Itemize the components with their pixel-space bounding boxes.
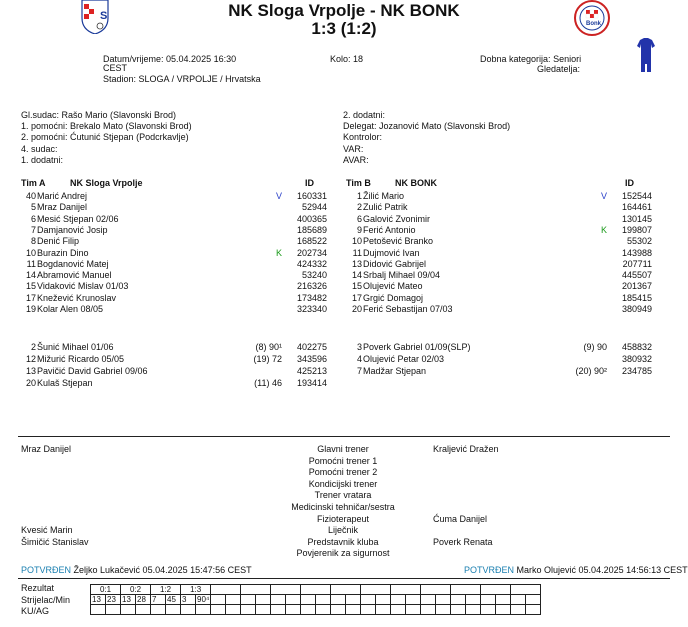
stadium-line xyxy=(103,74,261,84)
result-grid-row xyxy=(91,585,541,595)
player-name: Grgić Domagoj xyxy=(363,292,424,303)
staff-role: Glavni trener xyxy=(317,444,369,454)
ku-ag-cell xyxy=(391,605,406,615)
away-logo-text: Bonk xyxy=(586,21,601,27)
player-name: Olujević Mateo xyxy=(363,281,423,292)
stadium-value: SLOGA / VRPOLJE / Hrvatska xyxy=(138,74,261,84)
additional-1: 1. dodatni: xyxy=(21,155,64,165)
sub-minute: (20) 90² xyxy=(575,366,607,376)
shooter-cell xyxy=(226,595,241,605)
player-name: Vidaković Mislav 01/03 xyxy=(37,281,129,292)
fourth-official: 4. sudac: xyxy=(21,144,58,154)
player-id: 52944 xyxy=(301,202,327,213)
captain-mark: K xyxy=(601,224,608,235)
ku-ag-cell xyxy=(106,605,121,615)
var: VAR: xyxy=(343,144,364,154)
player-id: 199807 xyxy=(621,224,652,235)
ku-ag-cell xyxy=(526,605,541,615)
ku-ag-cell xyxy=(481,605,496,615)
home-staff-name: Kvesić Marin xyxy=(21,525,73,536)
player-id: 143988 xyxy=(621,247,652,258)
home-staff-name: Mraz Danijel xyxy=(21,444,72,454)
age-value: Seniori xyxy=(553,54,582,64)
score-cell xyxy=(511,585,541,595)
player-id: 424332 xyxy=(296,258,327,269)
away-staff-name: Kraljević Dražen xyxy=(433,444,499,454)
player-number: 17 xyxy=(25,292,36,303)
age-category-line xyxy=(480,54,581,64)
player-number: 15 xyxy=(25,281,36,292)
player-id: 164461 xyxy=(621,202,652,213)
score-cell: 0:1 xyxy=(91,585,121,595)
ku-ag-cell xyxy=(196,605,211,615)
player-id: 425213 xyxy=(296,366,327,376)
ku-ag-cell xyxy=(346,605,361,615)
shooter-cell xyxy=(286,595,301,605)
away-confirmed-text: Marko Olujević 05.04.2025 14:56:13 CEST xyxy=(516,565,688,575)
staff-role: Predstavnik kluba xyxy=(307,536,379,547)
team-a-name: NK Sloga Vrpolje xyxy=(70,178,143,188)
ku-ag-cell xyxy=(181,605,196,615)
sub-minute: (8) 90¹ xyxy=(255,342,282,352)
home-confirmed-text: Željko Lukačević 05.04.2025 15:47:56 CEST xyxy=(73,565,252,575)
player-number: 2 xyxy=(30,342,36,352)
shooter-cell: 28 xyxy=(136,595,151,605)
goalkeeper-mark: V xyxy=(276,191,283,201)
ku-ag-cell xyxy=(166,605,181,615)
player-name: Marić Andrej xyxy=(37,191,88,201)
match-score: 1:3 (1:2) xyxy=(311,19,377,38)
player-id: 168522 xyxy=(296,236,327,247)
home-confirmation xyxy=(21,565,252,575)
ku-ag-cell xyxy=(271,605,286,615)
ku-ag-cell xyxy=(241,605,256,615)
shooter-cell xyxy=(526,595,541,605)
staff-role: Medicinski tehničar/sestra xyxy=(291,502,395,512)
player-number: 13 xyxy=(25,366,36,376)
match-title: NK Sloga Vrpolje - NK BONK xyxy=(228,1,460,20)
datetime-label: Datum/vrijeme: xyxy=(103,54,164,64)
assistant-1: 1. pomoćni: Brekalo Mato (Slavonski Brod) xyxy=(21,121,192,131)
staff-role: Pomoćni trener 1 xyxy=(308,455,378,466)
player-number: 5 xyxy=(30,202,36,213)
shooter-cell xyxy=(241,595,256,605)
timezone: CEST xyxy=(103,63,128,73)
score-cell xyxy=(421,585,451,595)
player-number: 17 xyxy=(351,292,362,303)
player-id: 343596 xyxy=(296,354,327,364)
player-id: 53240 xyxy=(301,270,327,281)
shooter-cell xyxy=(496,595,511,605)
team-b-label: Tim B xyxy=(346,178,371,188)
result-divider xyxy=(18,578,670,579)
player-number: 10 xyxy=(25,247,36,258)
player-number: 14 xyxy=(351,270,362,281)
player-name: Dujmović Ivan xyxy=(363,247,420,258)
player-id: 458832 xyxy=(621,342,652,352)
player-name: Madžar Stjepan xyxy=(363,366,427,376)
player-number: 3 xyxy=(356,342,362,352)
ku-ag-cell xyxy=(136,605,151,615)
staff-divider xyxy=(18,436,670,437)
ku-ag-cell xyxy=(451,605,466,615)
player-name: Petošević Branko xyxy=(363,236,434,247)
player-name: Žilić Mario xyxy=(363,191,405,201)
ku-ag-cell xyxy=(421,605,436,615)
ku-ag-cell xyxy=(226,605,241,615)
ku-ag-cell xyxy=(256,605,271,615)
player-number: 10 xyxy=(351,236,362,247)
ku-ag-cell xyxy=(376,605,391,615)
shooter-cell xyxy=(421,595,436,605)
ku-ag-cell xyxy=(331,605,346,615)
captain-mark: K xyxy=(276,247,283,258)
goalkeeper-mark: V xyxy=(601,191,608,201)
round-line xyxy=(330,54,363,64)
shooter-cell xyxy=(331,595,346,605)
player-name: Damjanović Josip xyxy=(37,224,108,235)
shooter-cell xyxy=(376,595,391,605)
shooter-cell xyxy=(511,595,526,605)
player-id: 55302 xyxy=(626,236,652,247)
shooter-cell xyxy=(391,595,406,605)
player-number: 12 xyxy=(25,354,36,364)
score-cell xyxy=(301,585,331,595)
controller: Kontrolor: xyxy=(343,132,383,142)
staff-role: Povjerenik za sigurnost xyxy=(296,548,390,559)
player-number: 1 xyxy=(356,191,362,201)
staff-role: Kondicijski trener xyxy=(308,478,378,489)
player-id: 130145 xyxy=(621,213,652,224)
shooter-cell xyxy=(361,595,376,605)
staff-role: Trener vratara xyxy=(314,490,372,501)
result-grid xyxy=(90,584,541,615)
player-number: 7 xyxy=(356,366,362,376)
player-number: 6 xyxy=(356,213,362,224)
player-name: Šunić Mihael 01/06 xyxy=(37,342,114,352)
shooter-cell xyxy=(301,595,316,605)
staff-role: Fizioterapeut xyxy=(316,513,370,524)
shooter-cell xyxy=(481,595,496,605)
player-id: 193414 xyxy=(296,378,327,388)
player-number: 20 xyxy=(25,378,36,388)
main-referee: Gl.sudac: Rašo Mario (Slavonski Brod) xyxy=(21,110,177,120)
spectators-label: Gledatelja: xyxy=(537,64,581,74)
player-name: Mižurić Ricardo 05/05 xyxy=(37,354,125,364)
ku-ag-cell xyxy=(316,605,331,615)
player-id: 445507 xyxy=(621,270,652,281)
shooter-cell: 13 xyxy=(91,595,106,605)
player-id: 400365 xyxy=(296,213,327,224)
team-b-name: NK BONK xyxy=(395,178,437,188)
player-id: 323340 xyxy=(296,304,327,314)
kit-icon xyxy=(636,38,656,74)
player-name: Kolar Alen 08/05 xyxy=(37,304,104,314)
team-a-label: Tim A xyxy=(21,178,46,188)
player-id: 160331 xyxy=(296,191,327,201)
ku-ag-cell xyxy=(151,605,166,615)
home-staff-name: Šimičić Stanislav xyxy=(21,536,89,547)
player-name: Galović Zvonimir xyxy=(363,213,431,224)
player-id: 380949 xyxy=(621,304,652,314)
player-name: Knežević Krunoslav xyxy=(37,292,117,303)
player-number: 13 xyxy=(351,258,362,269)
score-cell xyxy=(481,585,511,595)
player-number: 4 xyxy=(356,354,362,364)
shooter-cell xyxy=(316,595,331,605)
sub-minute: (19) 72 xyxy=(253,354,282,364)
round-value: 18 xyxy=(353,54,364,64)
player-number: 9 xyxy=(356,224,362,235)
away-confirmation xyxy=(464,565,688,575)
shooter-cell xyxy=(451,595,466,605)
player-number: 14 xyxy=(25,270,36,281)
ku-ag-cell xyxy=(91,605,106,615)
shooter-cell xyxy=(466,595,481,605)
stadium-label: Stadion: xyxy=(103,74,137,84)
ku-ag-cell xyxy=(211,605,226,615)
team-b-id-header: ID xyxy=(625,178,634,188)
shooter-cell: 45 xyxy=(166,595,181,605)
avar: AVAR: xyxy=(343,155,369,165)
staff-role: Liječnik xyxy=(327,525,358,536)
sub-minute: (9) 90 xyxy=(583,342,607,352)
score-cell xyxy=(361,585,391,595)
shooter-cell xyxy=(436,595,451,605)
player-id: 152544 xyxy=(621,191,652,201)
shooter-cell: 23 xyxy=(106,595,121,605)
score-cell xyxy=(451,585,481,595)
result-grid-row xyxy=(91,595,541,605)
player-number: 2 xyxy=(356,202,362,213)
score-cell xyxy=(241,585,271,595)
shooter-cell xyxy=(211,595,226,605)
ku-ag-cell xyxy=(301,605,316,615)
player-id: 202734 xyxy=(296,247,327,258)
player-name: Ferić Antonio xyxy=(363,224,416,235)
shooter-cell: 7 xyxy=(151,595,166,605)
ku-ag-cell xyxy=(361,605,376,615)
shooter-cell xyxy=(406,595,421,605)
shooter-cell xyxy=(271,595,286,605)
player-number: 19 xyxy=(25,304,36,314)
player-number: 8 xyxy=(30,236,36,247)
shooter-cell xyxy=(346,595,361,605)
assistant-2: 2. pomoćni: Ćutunić Stjepan (Podcrkavlje) xyxy=(21,132,189,142)
player-name: Zulić Patrik xyxy=(363,202,408,213)
player-name: Olujević Petar 02/03 xyxy=(363,354,445,364)
score-cell xyxy=(271,585,301,595)
age-label: Dobna kategorija: xyxy=(480,54,551,64)
player-number: 15 xyxy=(351,281,362,292)
player-id: 234785 xyxy=(621,366,652,376)
score-cell: 0:2 xyxy=(121,585,151,595)
home-confirmed-tag: POTVRĐEN xyxy=(21,565,72,575)
result-grid-row xyxy=(91,605,541,615)
player-name: Srbalj Mihael 09/04 xyxy=(363,270,441,281)
player-number: 7 xyxy=(30,224,36,235)
player-name: Abramović Manuel xyxy=(37,270,112,281)
player-id: 216326 xyxy=(296,281,327,292)
ku-ag-cell xyxy=(466,605,481,615)
score-cell: 1:3 xyxy=(181,585,211,595)
team-a-id-header: ID xyxy=(305,178,314,188)
home-logo-letter: S xyxy=(100,10,108,22)
player-id: 402275 xyxy=(296,342,327,352)
ku-ag-cell xyxy=(406,605,421,615)
away-staff-name: Ćuma Danijel xyxy=(433,513,488,524)
shooter-label: Strijelac/Min xyxy=(21,595,71,605)
player-name: Poverk Gabriel 01/09(SLP) xyxy=(363,342,471,352)
score-cell: 1:2 xyxy=(151,585,181,595)
score-cell xyxy=(331,585,361,595)
ku-ag-cell xyxy=(511,605,526,615)
round-label: Kolo: xyxy=(330,54,351,64)
delegate: Delegat: Jozanović Mato (Slavonski Brod) xyxy=(343,121,511,131)
player-name: Bogdanović Matej xyxy=(37,258,109,269)
player-number: 20 xyxy=(351,304,362,314)
shooter-cell xyxy=(256,595,271,605)
player-id: 201367 xyxy=(621,281,652,292)
sub-minute: (11) 46 xyxy=(254,378,282,388)
player-id: 173482 xyxy=(296,292,327,303)
player-name: Didović Gabrijel xyxy=(363,258,427,269)
player-name: Mraz Danijel xyxy=(37,202,88,213)
player-name: Ferić Sebastijan 07/03 xyxy=(363,304,453,314)
player-number: 40 xyxy=(25,191,36,201)
score-cell xyxy=(391,585,421,595)
score-cell xyxy=(211,585,241,595)
ku-ag-cell xyxy=(121,605,136,615)
player-number: 6 xyxy=(30,213,36,224)
ku-ag-cell xyxy=(496,605,511,615)
away-staff-name: Poverk Renata xyxy=(433,536,493,547)
player-id: 185415 xyxy=(621,292,652,303)
additional-2: 2. dodatni: xyxy=(343,110,386,120)
player-id: 185689 xyxy=(296,224,327,235)
player-name: Kulaš Stjepan xyxy=(37,378,93,388)
result-label: Rezultat xyxy=(21,583,55,593)
player-number: 11 xyxy=(26,258,36,269)
shooter-cell: 13 xyxy=(121,595,136,605)
away-confirmed-tag: POTVRĐEN xyxy=(464,565,515,575)
ku-ag-cell xyxy=(436,605,451,615)
player-name: Pavičić David Gabriel 09/06 xyxy=(37,366,148,376)
player-name: Burazin Dino xyxy=(37,247,89,258)
player-name: Mesić Stjepan 02/06 xyxy=(37,213,119,224)
shooter-cell: 3 xyxy=(181,595,196,605)
player-id: 380932 xyxy=(621,354,652,364)
datetime-value: 05.04.2025 16:30 xyxy=(166,54,237,64)
ku-ag-cell xyxy=(286,605,301,615)
ku-ag-label: KU/AG xyxy=(21,606,50,616)
shooter-cell: 90⁴ xyxy=(197,595,210,604)
staff-role: Pomoćni trener 2 xyxy=(308,467,378,478)
player-number: 11 xyxy=(352,247,362,258)
player-name: Denić Filip xyxy=(37,236,80,247)
player-id: 207711 xyxy=(622,258,652,269)
